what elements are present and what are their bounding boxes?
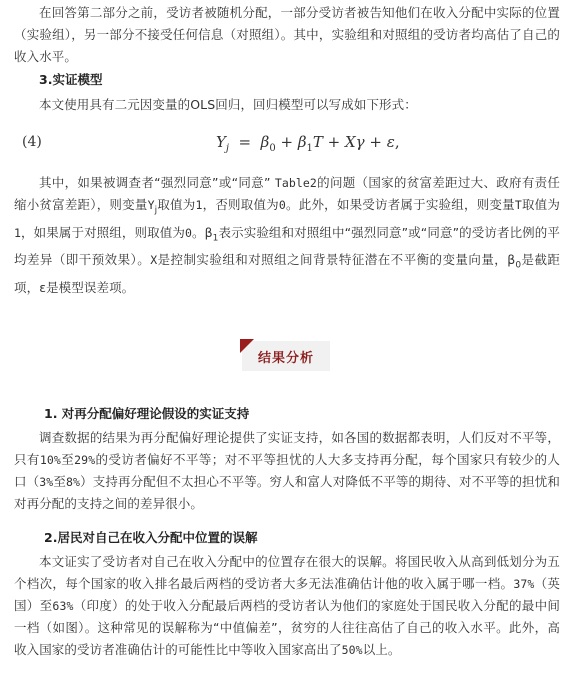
formula-number: (4) bbox=[22, 134, 42, 150]
formula-expression: $Y_j = \beta_0 + \beta_1T + X\gamma + \varepsilon$, bbox=[216, 133, 400, 154]
badge-corner-decoration bbox=[240, 339, 254, 353]
section-badge-box bbox=[242, 341, 330, 371]
finding-heading-2: 2.居民对自己在收入分配中位置的误解 bbox=[44, 530, 258, 545]
intro-paragraph: 在回答第二部分之前，受访者被随机分配，一部分受访者被告知他们在收入分配中实际的位置（实验组），另一部分不接受任何信息（对照组）。其中，实验组和对照组的受访者均高估了自己的收入水平。 bbox=[14, 5, 560, 64]
section-badge bbox=[242, 341, 330, 371]
finding-paragraph-1: 调查数据的结果为再分配偏好理论提供了实证支持，如各国的数据都表明，人们反对不平等，只有10%至29%的受访者偏好不平等；对不平等担忧的人大多支持再分配，每个国家只有较少的人口（3%至8%）支持再分配但不太担心不平等。穷人和富人对降低不平等的期待、对不平等的担忧和对再分配的支持之间的差异很小。 bbox=[14, 430, 560, 511]
finding-heading-1: 1. 对再分配偏好理论假设的实证支持 bbox=[44, 406, 250, 421]
model-intro-paragraph: 本文使用具有二元因变量的OLS回归，回归模型可以写成如下形式： bbox=[39, 97, 417, 112]
model-heading: 3.实证模型 bbox=[39, 72, 103, 87]
regression-formula bbox=[14, 133, 560, 157]
model-explanation-paragraph: 其中，如果被调查者“强烈同意”或“同意” Table2的问题（国家的贫富差距过大、政府有责任缩小贫富差距），则变量$Y_j$取值为1，否则取值为0。此外，如果受访者属于实验组，则变量T取值为1，如果属于对照组，则取值为0。$\beta_1$表示实验组和对照组中“强烈同意”或“同意”的受访者比例的平均差异（即干预效果）。X是控制实验组和对照组之间背景特征潜在不平衡的变量向量，$\beta_0$是截距项，ε是模型误差项。 bbox=[14, 175, 561, 295]
section-badge-label: 结果分析 bbox=[257, 350, 314, 366]
finding-paragraph-2: 本文证实了受访者对自己在收入分配中的位置存在很大的误解。将国民收入从高到低划分为五个档次，每个国家的收入排名最后两档的受访者大多无法准确估计他的收入属于哪一档。37%（英国）至63%（印度）的处于收入分配最后两档的受访者认为他们的家庭处于国民收入分配的最中间一档（如图）。这种常见的误解称为“中值偏差”，贫穷的人往往高估了自己的收入水平。此外，高收入国家的受访者准确估计的可能性比中等收入国家高出了50%以上。 bbox=[14, 554, 560, 657]
